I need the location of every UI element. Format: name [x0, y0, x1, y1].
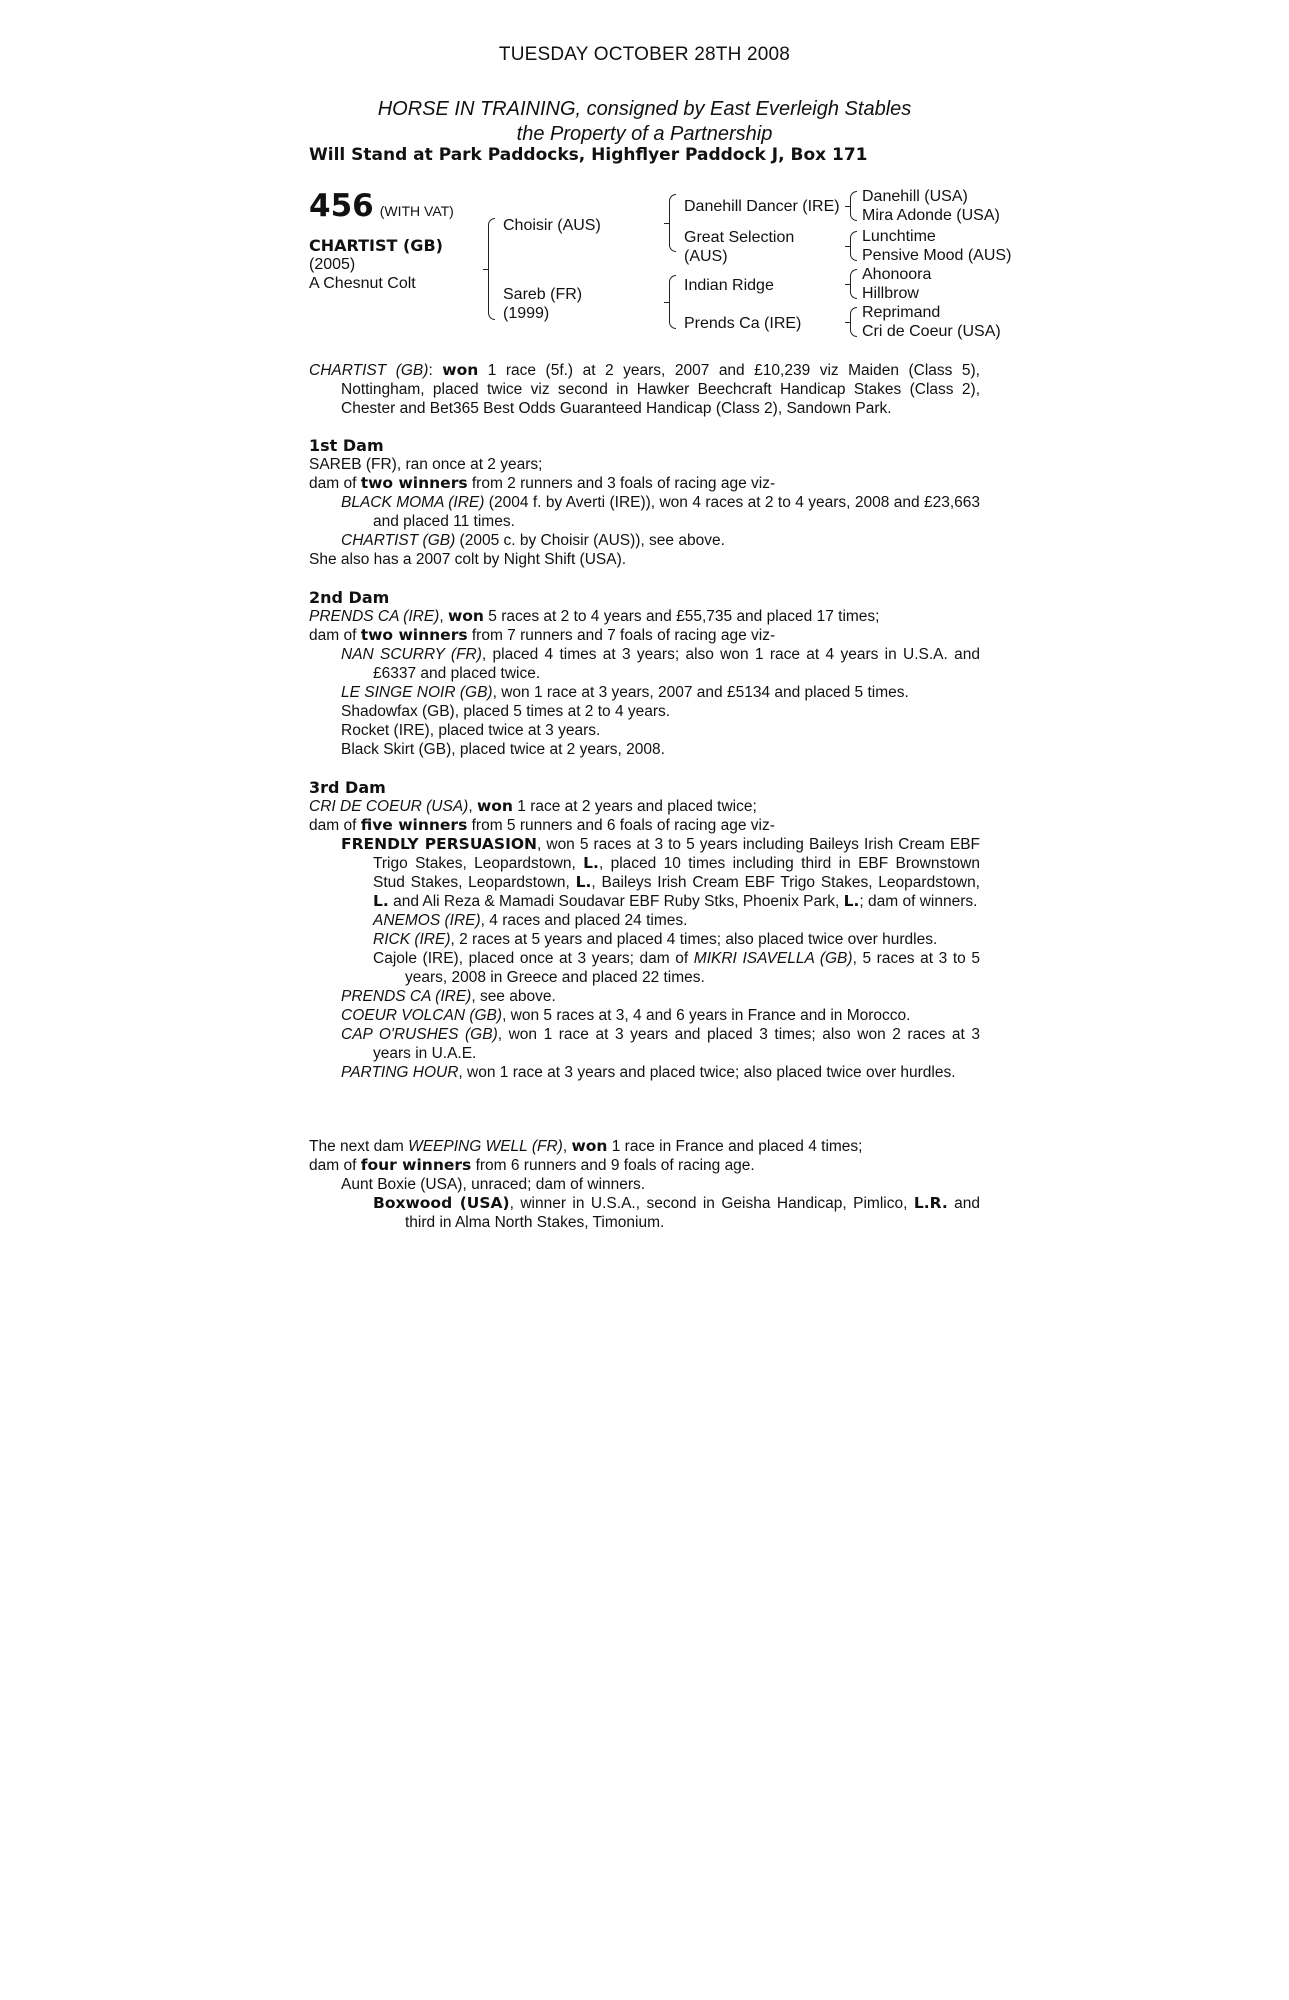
second-dam-section: [309, 588, 980, 759]
third-dam-text: 1 race at 2 years and placed twice;: [512, 798, 757, 815]
produce-name: BLACK MOMA (IRE): [341, 494, 485, 511]
sale-date: TUESDAY OCTOBER 28TH 2008: [498, 44, 791, 65]
pedigree-dam-sire: Indian Ridge: [684, 277, 774, 294]
horse-info: [309, 236, 443, 293]
pedigree-brace: [850, 231, 857, 261]
produce-text: , see above.: [471, 988, 556, 1005]
produce-text: , won 5 races at 3 to 5 years including Baileys Irish Cream EBF Trigo Stakes, Leopardstown,: [373, 836, 981, 872]
pedigree-brace: [669, 194, 676, 252]
pedigree-sire-sire: Danehill Dancer (IRE): [684, 198, 840, 215]
produce-entry: [309, 683, 980, 702]
listed-marker: L.: [843, 892, 860, 910]
listed-marker: L.: [373, 892, 389, 910]
next-dam-text: 1 race in France and placed 4 times;: [607, 1138, 863, 1155]
second-dam-heading: 2nd Dam: [309, 588, 390, 607]
next-dam-produce: [309, 1156, 980, 1175]
second-dam-line: PRENDS CA (IRE), won 5 races at 2 to 4 years and £55,735 and placed 17 times;: [309, 607, 880, 625]
also-note: She also has a 2007 colt by Night Shift (USA).: [309, 551, 627, 568]
pedigree-sire-dam: [684, 228, 794, 266]
produce-text: , Baileys Irish Cream EBF Trigo Stakes, Leopardstown,: [591, 874, 980, 891]
produce-name: COEUR VOLCAN (GB): [341, 1007, 503, 1024]
produce-entry-frendly: [309, 835, 980, 911]
consignment-info: [0, 97, 1289, 147]
third-dam-section: [309, 778, 980, 1082]
dam-of-label: dam of: [309, 817, 361, 834]
pedigree-gen3-4: Pensive Mood (AUS): [862, 247, 1012, 264]
produce-rest: from 5 runners and 6 foals of racing age viz-: [467, 817, 775, 834]
produce-entry: [309, 1063, 980, 1082]
produce-name: FRENDLY PERSUASION: [341, 835, 538, 853]
produce-entry: [309, 645, 980, 683]
pedigree-dam-name: Sareb (FR): [503, 286, 583, 303]
produce-text: (2004 f. by Averti (IRE)), won 4 races at 2 to 4 years, 2008 and £23,663 and placed 11 times.: [373, 494, 981, 530]
summary-won: won: [442, 361, 479, 379]
brace-tip: [845, 246, 851, 247]
next-dam-line: The next dam WEEPING WELL (FR), won 1 race in France and placed 4 times;: [309, 1137, 863, 1155]
produce-text: Cajole (IRE), placed once at 3 years; dam of: [373, 950, 694, 967]
produce-entry: [309, 1025, 980, 1063]
produce-text: and third in Alma North Stakes, Timonium.: [405, 1195, 981, 1231]
pedigree-sire-dam-name: Great Selection: [684, 229, 795, 246]
second-dam-produce: [309, 626, 980, 645]
brace-tip: [664, 223, 670, 224]
produce-entry: [309, 531, 980, 550]
first-dam-heading: 1st Dam: [309, 436, 384, 455]
second-dam-text: 5 races at 2 to 4 years and £55,735 and placed 17 times;: [483, 608, 880, 625]
stand-location: Will Stand at Park Paddocks, Highflyer Paddock J, Box 171: [309, 145, 868, 165]
brace-tip: [845, 284, 851, 285]
pedigree-gen3-8: Cri de Coeur (USA): [862, 323, 1001, 340]
lot-number: 456: [309, 188, 374, 224]
dam-of-label: dam of: [309, 1157, 361, 1174]
brace-tip: [845, 206, 851, 207]
produce-name: PRENDS CA (IRE): [341, 988, 472, 1005]
dam-of-label: dam of: [309, 475, 361, 492]
winners-count: five winners: [360, 816, 468, 834]
produce-text: , won 5 races at 3, 4 and 6 years in France and in Morocco.: [502, 1007, 911, 1024]
produce-entry: Aunt Boxie (USA), unraced; dam of winners.: [341, 1176, 646, 1193]
second-dam-won: won: [447, 607, 484, 625]
produce-text: , won 1 race at 3 years and placed 3 times; also won 2 races at 3 years in U.A.E.: [373, 1026, 980, 1062]
produce-text: (2005 c. by Choisir (AUS)), see above.: [455, 532, 725, 549]
summary-text: 1 race (5f.) at 2 years, 2007 and £10,239 viz Maiden (Class 5), Nottingham, placed twice viz second in Hawker Beechcraft Handicap Stakes (Class 2), Chester and Bet365 Best Odds Guaranteed Handicap (Class 2), Sandown Park.: [341, 362, 980, 417]
horse-name: CHARTIST (GB): [309, 236, 443, 255]
next-dam-section: [309, 1137, 980, 1232]
pedigree-brace: [850, 191, 857, 221]
produce-entry: Rocket (IRE), placed twice at 3 years.: [341, 722, 601, 739]
pedigree-gen3-6: Hillbrow: [862, 285, 919, 302]
produce-entry: [309, 911, 980, 930]
pedigree-dam-dam: Prends Ca (IRE): [684, 315, 802, 332]
produce-entry: [309, 1194, 980, 1232]
produce-name: Boxwood (USA): [373, 1194, 510, 1212]
third-dam-produce: [309, 816, 980, 835]
next-dam-name: WEEPING WELL (FR): [408, 1138, 563, 1155]
pedigree-gen3-2: Mira Adonde (USA): [862, 207, 1000, 224]
third-dam-name: CRI DE COEUR (USA): [309, 798, 469, 815]
produce-name: MIKRI ISAVELLA (GB): [693, 950, 853, 967]
summary-paragraph: CHARTIST (GB): won 1 race (5f.) at 2 years, 2007 and £10,239 viz Maiden (Class 5), Nottingham, placed twice viz second in Hawker Beechcraft Handicap Stakes (Class 2), Chester and Bet365 Best Odds Guaranteed Handicap (Class 2), Sandown Park.: [309, 361, 980, 417]
listed-race-marker: L.R.: [913, 1194, 948, 1212]
produce-text: , placed 10 times including third in EBF Brownstown Stud Stakes, Leopardstown,: [373, 855, 980, 891]
listed-marker: L.: [575, 873, 592, 891]
summary-horse-name: CHARTIST (GB): [309, 362, 429, 379]
pedigree-gen3-5: Ahonoora: [862, 266, 932, 283]
produce-text: , placed 4 times at 3 years; also won 1 race at 4 years in U.S.A. and £6337 and placed twice.: [373, 646, 980, 682]
brace-tip: [483, 269, 489, 270]
first-dam-line: SAREB (FR), ran once at 2 years;: [309, 456, 543, 473]
produce-entry: [309, 493, 980, 531]
race-summary: [309, 361, 980, 418]
produce-entry: [309, 949, 980, 987]
horse-description: A Chesnut Colt: [309, 275, 416, 292]
pedigree-gen3-1: Danehill (USA): [862, 188, 968, 205]
brace-tip: [664, 302, 670, 303]
first-dam-produce: [309, 474, 980, 493]
produce-text: , 2 races at 5 years and placed 4 times; also placed twice over hurdles.: [450, 931, 938, 948]
pedigree-dam: [503, 285, 582, 323]
foaling-year: (2005): [309, 256, 356, 273]
produce-text: , 4 races and placed 24 times.: [480, 912, 688, 929]
produce-entry: [309, 1006, 980, 1025]
produce-name: PARTING HOUR: [341, 1064, 459, 1081]
pedigree-sire: Choisir (AUS): [503, 217, 601, 234]
winners-count: two winners: [360, 474, 468, 492]
pedigree-dam-year: (1999): [503, 305, 550, 322]
produce-text: and Ali Reza & Mamadi Soudavar EBF Ruby Stks, Phoenix Park,: [388, 893, 844, 910]
produce-name: LE SINGE NOIR (GB): [341, 684, 493, 701]
listed-marker: L.: [583, 854, 599, 872]
produce-name: ANEMOS (IRE): [373, 912, 481, 929]
first-dam-section: [309, 436, 980, 569]
pedigree-brace: [488, 218, 495, 320]
produce-text: , won 1 race at 3 years and placed twice; also placed twice over hurdles.: [458, 1064, 956, 1081]
vat-note: (WITH VAT): [379, 203, 454, 219]
brace-tip: [845, 322, 851, 323]
next-dam-won: won: [571, 1137, 608, 1155]
produce-entry: [309, 987, 980, 1006]
winners-count: two winners: [360, 626, 468, 644]
produce-rest: from 7 runners and 7 foals of racing age viz-: [467, 627, 776, 644]
produce-name: CAP O'RUSHES (GB): [341, 1026, 498, 1043]
dam-of-label: dam of: [309, 627, 361, 644]
consignment-line: HORSE IN TRAINING, consigned by East Everleigh Stables: [377, 98, 912, 120]
third-dam-line: CRI DE COEUR (USA), won 1 race at 2 years and placed twice;: [309, 797, 757, 815]
lot-number-block: [309, 188, 454, 224]
winners-count: four winners: [360, 1156, 472, 1174]
produce-entry: Black Skirt (GB), placed twice at 2 years, 2008.: [341, 741, 665, 758]
third-dam-heading: 3rd Dam: [309, 778, 386, 797]
pedigree-sire-dam-country: (AUS): [684, 248, 728, 265]
produce-entry: Shadowfax (GB), placed 5 times at 2 to 4 years.: [341, 703, 671, 720]
pedigree-gen3-7: Reprimand: [862, 304, 941, 321]
produce-rest: from 2 runners and 3 foals of racing age viz-: [467, 475, 776, 492]
next-dam-prefix: The next dam: [309, 1138, 409, 1155]
produce-text: , won 1 race at 3 years, 2007 and £5134 and placed 5 times.: [492, 684, 909, 701]
produce-text: ; dam of winners.: [859, 893, 978, 910]
produce-text: , winner in U.S.A., second in Geisha Handicap, Pimlico,: [509, 1195, 914, 1212]
pedigree-brace: [850, 307, 857, 337]
produce-name: CHARTIST (GB): [341, 532, 456, 549]
produce-name: NAN SCURRY (FR): [341, 646, 482, 663]
property-line: the Property of a Partnership: [516, 123, 773, 145]
produce-entry: [309, 930, 980, 949]
produce-rest: from 6 runners and 9 foals of racing age.: [471, 1157, 755, 1174]
produce-name: RICK (IRE): [373, 931, 451, 948]
produce-text: , 5 races at 3 to 5 years, 2008 in Greece and placed 22 times.: [405, 950, 980, 986]
third-dam-won: won: [476, 797, 513, 815]
pedigree-brace: [669, 275, 676, 329]
pedigree-brace: [850, 269, 857, 299]
second-dam-name: PRENDS CA (IRE): [309, 608, 440, 625]
pedigree-gen3-3: Lunchtime: [862, 228, 936, 245]
